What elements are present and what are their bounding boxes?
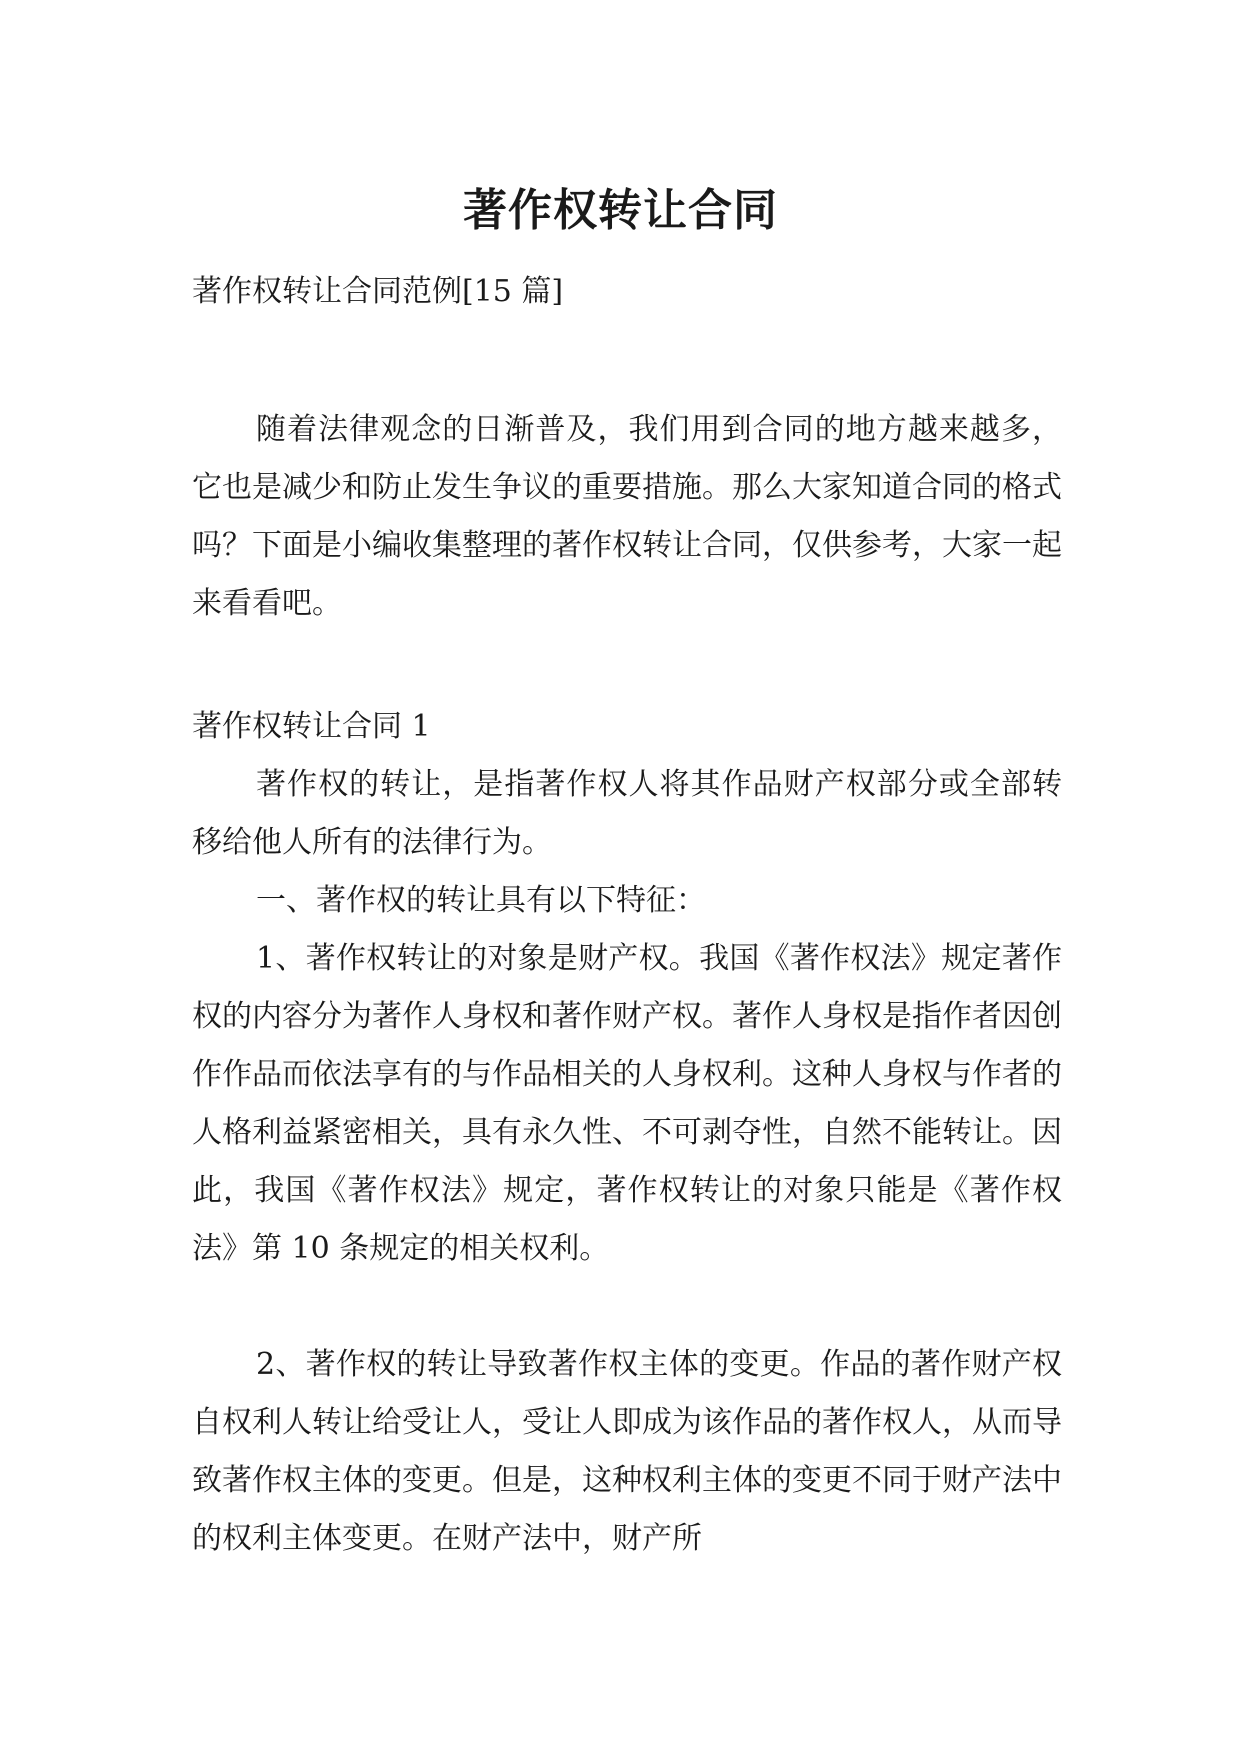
section-heading: 著作权转让合同 1	[192, 709, 431, 744]
body-paragraph: 一、著作权的转让具有以下特征：	[256, 883, 706, 918]
body-paragraph: 2、著作权的转让导致著作权主体的变更。作品的著作财产权自权利人转让给受让人，受让人即成为该作品的著作权人，从而导致著作权主体的变更。但是，这种权利主体的变更不同于财产法中的权利主体变更。在财产法中，财产所	[192, 1347, 1062, 1556]
intro-paragraph: 随着法律观念的日渐普及，我们用到合同的地方越来越多，它也是减少和防止发生争议的重要措施。那么大家知道合同的格式吗？下面是小编收集整理的著作权转让合同，仅供参考，大家一起来看看吧。	[192, 412, 1062, 621]
body-paragraph: 1、著作权转让的对象是财产权。我国《著作权法》规定著作权的内容分为著作人身权和著作财产权。著作人身权是指作者因创作作品而依法享有的与作品相关的人身权利。这种人身权与作者的人格利益紧密相关，具有永久性、不可剥夺性，自然不能转让。因此，我国《著作权法》规定，著作权转让的对象只能是《著作权法》第 10 条规定的相关权利。	[192, 941, 1062, 1266]
document-subtitle: 著作权转让合同范例[15 篇]	[192, 274, 564, 309]
document-title: 著作权转让合同	[463, 185, 778, 237]
body-paragraph: 著作权的转让，是指著作权人将其作品财产权部分或全部转移给他人所有的法律行为。	[192, 767, 1062, 860]
